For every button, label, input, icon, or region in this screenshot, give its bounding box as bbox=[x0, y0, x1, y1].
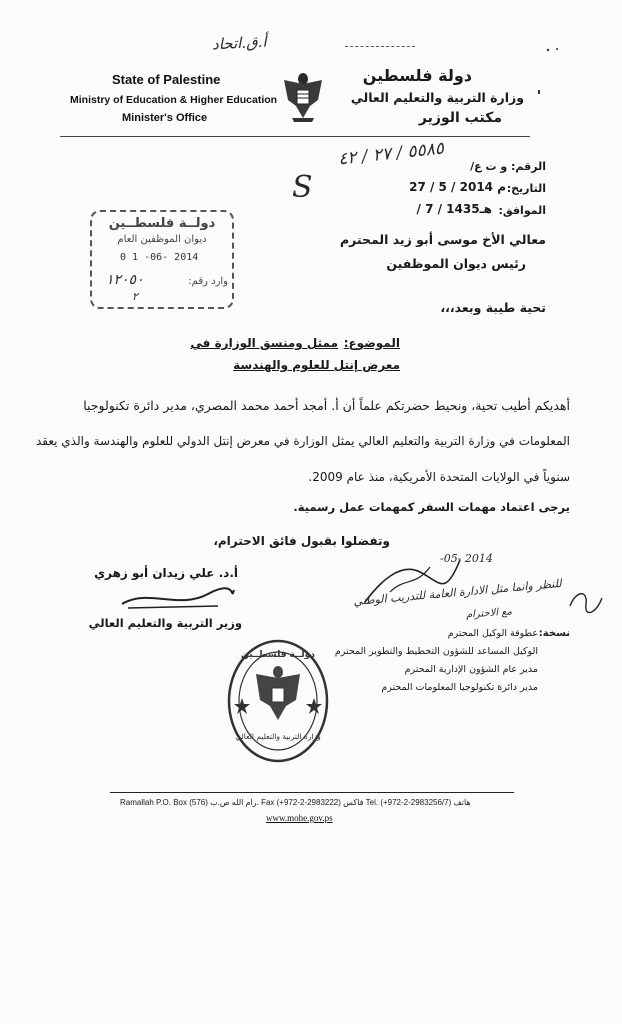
handwritten-note-1: للنظر وانما مثل الادارة العامة للتدريب الوطني bbox=[352, 576, 563, 609]
ref-hijri-label: الموافق: bbox=[498, 204, 546, 217]
subject-line1: ممثل ومنسق الوزارة في bbox=[190, 336, 338, 350]
copy-item-1: عطوفة الوكيل المحترم bbox=[447, 628, 538, 639]
stamp-title: دولــة فلسطــين bbox=[108, 216, 216, 231]
greeting: تحية طيبة وبعد،،، bbox=[440, 300, 546, 315]
header-rule bbox=[60, 136, 530, 137]
incoming-stamp bbox=[90, 210, 234, 309]
ref-date-label: التاريخ: bbox=[506, 182, 546, 195]
footer-website[interactable]: www.mohe.gov.ps bbox=[266, 813, 333, 823]
copy-item-2: الوكيل المساعد للشؤون التخطيط والتطوير المحترم bbox=[334, 646, 538, 657]
stamp-incoming-number: ١٢٠٥٠ bbox=[106, 272, 144, 288]
minister-title: وزير التربية والتعليم العالي bbox=[88, 616, 242, 630]
stamp-subtitle: ديوان الموظفين العام bbox=[117, 234, 207, 245]
copy-item-4: مدير دائرة تكنولوجيا المعلومات المحترم bbox=[381, 682, 538, 693]
subject-line2: معرض إنتل للعلوم والهندسة bbox=[233, 358, 400, 372]
margin-mark: S bbox=[292, 170, 313, 205]
body-paragraph-3: سنوياً في الولايات المتحدة الأمريكية، منذ عام 2009. bbox=[308, 470, 570, 484]
margin-scribble bbox=[566, 584, 606, 620]
seal-bottom-text: وزارة التربية والتعليم العالي bbox=[235, 732, 321, 741]
header-en-office: Minister's Office bbox=[122, 112, 208, 124]
copies-label: نسخة: bbox=[538, 628, 570, 639]
eagle-emblem-icon bbox=[282, 70, 324, 124]
secondary-signature bbox=[118, 584, 238, 614]
body-paragraph-1: أهديكم أطيب تحية، ونحيط حضرتكم علماً أن أ. أمجد أحمد محمد المصري، مدير دائرة تكنولوجيا bbox=[83, 398, 570, 413]
addressee-name: معالي الأخ موسى أبو زيد المحترم bbox=[339, 232, 546, 247]
top-right-dots bbox=[545, 38, 565, 42]
top-handwritten-mark: أ.ق.اتحاد bbox=[211, 32, 268, 54]
body-paragraph-2: المعلومات في وزارة التربية والتعليم العالي يمثل الوزارة في معرض إنتل الدولي للعلوم والهندسة والذي يعقد bbox=[35, 434, 570, 448]
footer-rule bbox=[110, 792, 514, 793]
header-en-state: State of Palestine bbox=[112, 72, 221, 87]
header-ar-ministry: وزارة التربية والتعليم العالي bbox=[350, 90, 524, 105]
header-ar-state: دولة فلسطين bbox=[362, 66, 472, 85]
stamp-incoming-label: وارد رقم: bbox=[188, 276, 228, 287]
top-dash-line bbox=[345, 46, 415, 47]
stamp-date: 0 1 -06- 2014 bbox=[120, 252, 199, 263]
official-seal bbox=[226, 638, 330, 764]
ref-number: الرقم: و ت ع/ bbox=[470, 160, 546, 173]
handwritten-note-2: مع الاحترام bbox=[465, 606, 513, 621]
handwritten-date: -05- 2014 bbox=[440, 552, 493, 565]
body-closing: وتفضلوا بقبول فائق الاحترام، bbox=[213, 534, 390, 548]
copy-item-3: مدير عام الشؤون الإدارية المحترم bbox=[404, 664, 538, 675]
ref-hijri-value: / 7 / 1435هـ bbox=[416, 202, 492, 216]
footer-address: Ramallah P.O. Box (576) رام الله ص.ب. Fax (+972-2-2983222) فاكس Tel. (+972-2-2983256/7) هاتف bbox=[120, 798, 471, 807]
body-paragraph-4: يرجى اعتماد مهمات السفر كمهمات عمل رسمية. bbox=[293, 500, 570, 514]
header-ar-office: مكتب الوزير bbox=[418, 110, 502, 126]
margin-dot bbox=[538, 90, 540, 94]
subject-label: الموضوع: bbox=[343, 336, 400, 350]
minister-name: أ.د. علي زيدان أبو زهري bbox=[94, 566, 238, 580]
handwritten-reference: ٥٥٨٥ / ٢٧ / ٤٢ bbox=[337, 138, 445, 170]
header-en-ministry: Ministry of Education & Higher Education bbox=[70, 94, 278, 106]
addressee-title: رئيس ديوان الموظفين bbox=[386, 256, 526, 271]
stamp-extra-mark: ٢ bbox=[132, 290, 138, 303]
seal-top-text: دولــة فلسطــين bbox=[241, 650, 315, 660]
ref-date-value: 27 / 5 / 2014 م bbox=[409, 180, 506, 194]
